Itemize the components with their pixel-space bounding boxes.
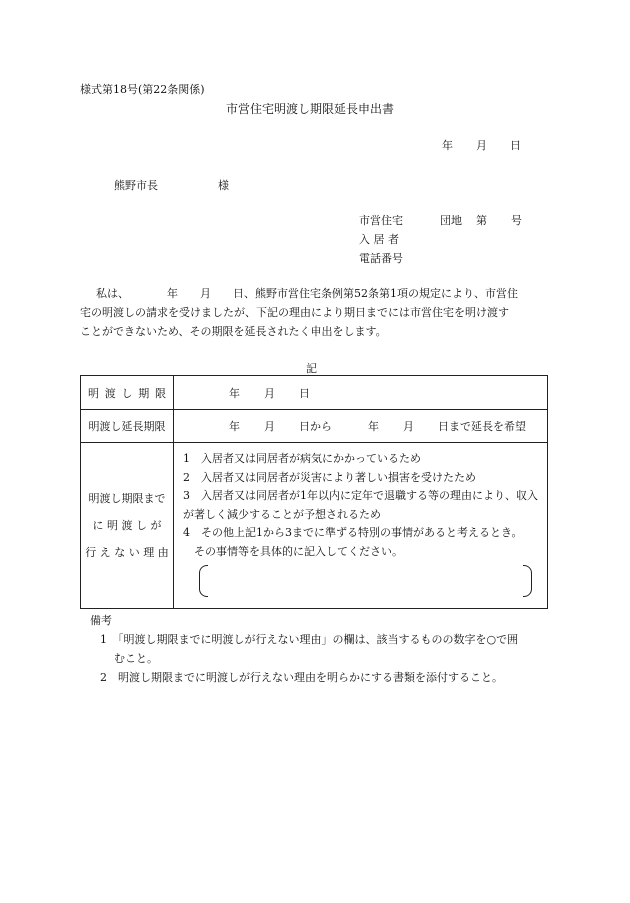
applicant-danchi-label: 団地: [440, 214, 462, 227]
row-deadline: [81, 376, 548, 410]
form-number: 様式第18号(第22条関係): [80, 83, 205, 96]
applicant-phone-label: 電話番号: [359, 252, 403, 265]
applicant-housing-label: 市営住宅: [359, 214, 403, 227]
reason-item: 4 その他上記1から3までに準ずる特別の事情があると考えるとき。: [183, 526, 523, 539]
reason-item: 2 入居者又は同居者が災害により著しい損害を受けたため: [183, 470, 476, 484]
bracket-right: [523, 565, 532, 597]
reason-item: 3 入居者又は同居者が1年以内に定年で退職する等の理由により、収入: [183, 489, 538, 502]
reason-item: 1 入居者又は同居者が病気にかかっているため: [183, 452, 421, 465]
details-table: [80, 375, 548, 609]
row-extension: [81, 410, 548, 443]
date-month: 月: [476, 139, 487, 152]
addressee-name: 熊野市長: [114, 179, 158, 192]
addressee-honorific: 様: [218, 179, 229, 192]
applicant-gou-label: 号: [511, 214, 522, 227]
applicant-dai-label: 第: [476, 214, 487, 227]
applicant-resident-label: 入 居 者: [359, 233, 399, 246]
deadline-label: 明 渡 し 期 限: [88, 386, 166, 400]
reason-label-line-1: 明渡し期限まで: [88, 492, 166, 505]
reason-label-cell: [81, 443, 174, 609]
reason-label-line-3: 行 え な い 理 由: [85, 546, 169, 559]
reason-content-cell: [174, 443, 548, 609]
bracket-left: [199, 565, 208, 597]
reason-item: が著しく減少することが予想されるため: [183, 507, 381, 521]
deadline-label-cell: [81, 376, 174, 410]
body-line-1: 私は、 年 月 日、熊野市営住宅条例第52条第1項の規定により、市営住: [96, 287, 518, 300]
note-1: 1 「明渡し期限までに明渡しが行えない理由」の欄は、該当するものの数字を○で囲: [100, 633, 519, 646]
reason-label-line-2: に 明 渡 し が: [92, 519, 162, 532]
date-year: 年: [442, 139, 453, 152]
notes-heading: 備考: [90, 614, 112, 627]
reason-list: [175, 446, 546, 605]
extension-label-cell: 明渡し延長期限: [81, 410, 174, 443]
request-body: [80, 284, 548, 341]
body-line-2: 宅の明渡しの請求を受けましたが、下記の理由により期日までには市営住宅を明け渡す: [80, 306, 509, 319]
deadline-value-cell: 年 月 日: [174, 376, 548, 410]
reason-item: その事情等を具体的に記入してください。: [183, 544, 403, 558]
ki-heading: 記: [306, 362, 317, 375]
reason-free-text-field[interactable]: [199, 565, 532, 597]
page-title: 市営住宅明渡し期限延長申出書: [226, 102, 395, 116]
body-line-3: ことができないため、その期限を延長されたく申出をします。: [80, 325, 387, 338]
note-2: 2 明渡し期限までに明渡しが行えない理由を明らかにする書類を添付すること。: [100, 671, 503, 684]
date-day: 日: [510, 139, 521, 152]
note-1-cont: むこと。: [114, 652, 158, 665]
row-reason: [81, 443, 548, 609]
extension-value-cell: 年 月 日から 年 月 日まで延長を希望: [174, 410, 548, 443]
